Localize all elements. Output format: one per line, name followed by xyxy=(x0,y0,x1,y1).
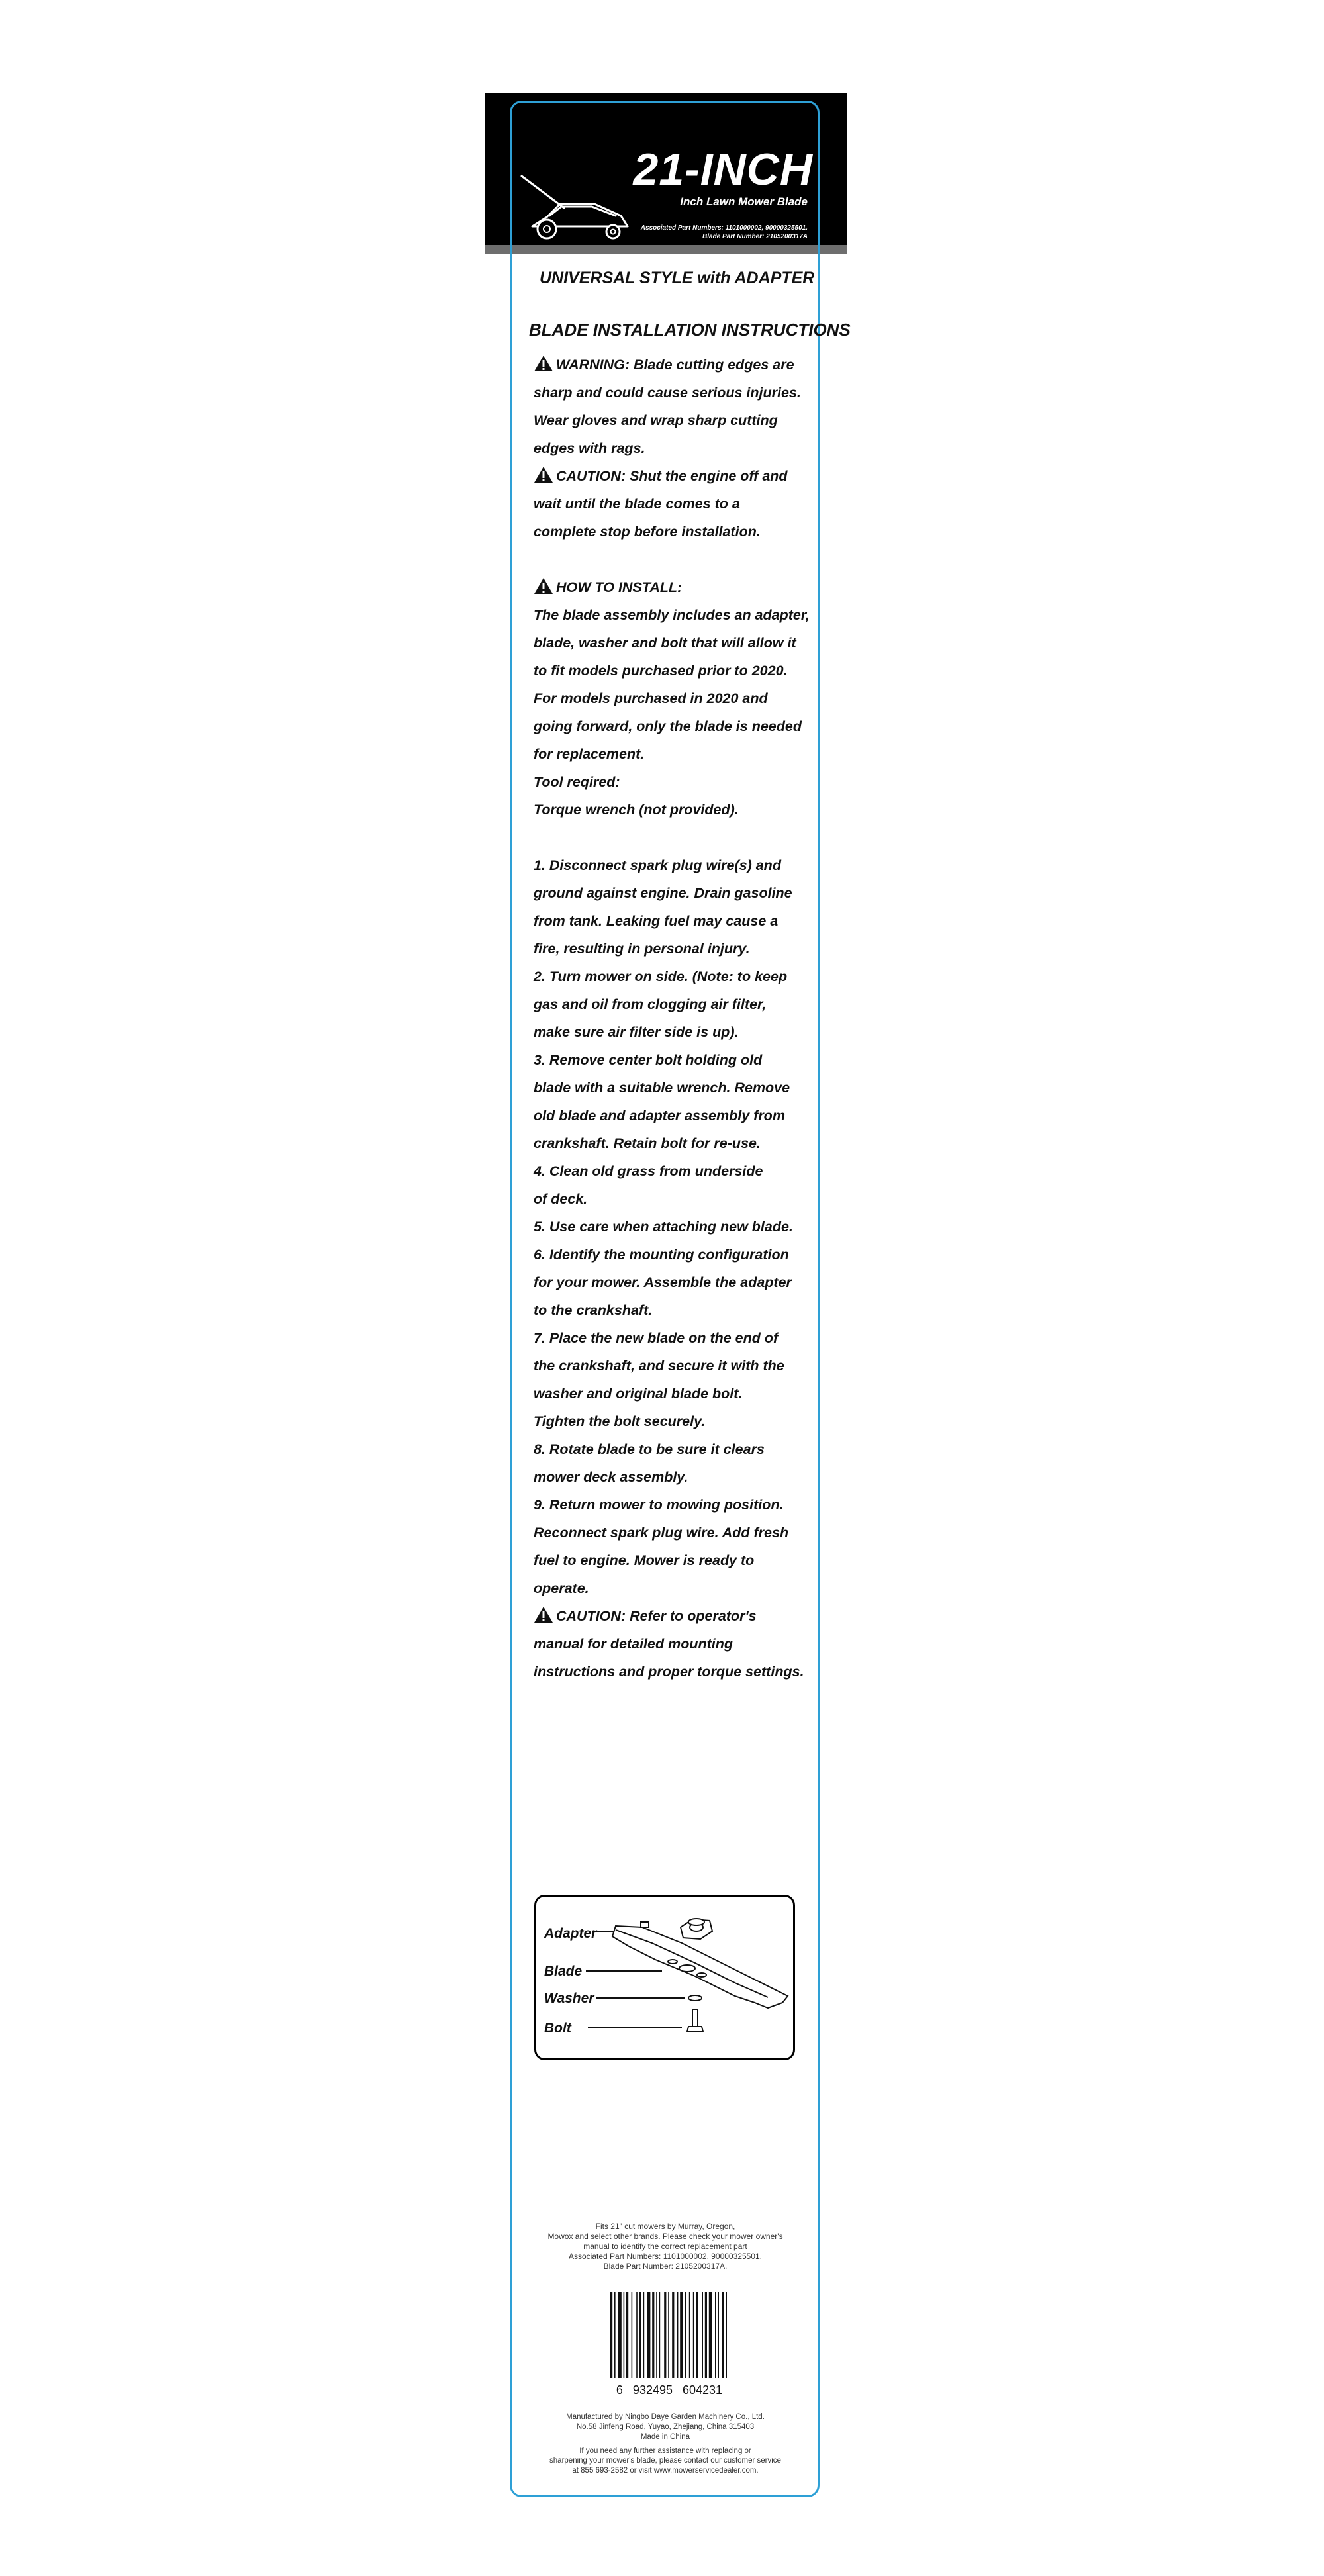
instruction-text: washer and original blade bolt. xyxy=(534,1386,743,1402)
instruction-line xyxy=(534,1658,812,1686)
instruction-text: 9. Return mower to mowing position. xyxy=(534,1497,784,1513)
instruction-line xyxy=(534,1018,812,1046)
instruction-text: wait until the blade comes to a xyxy=(534,496,740,512)
instruction-text: The blade assembly includes an adapter, xyxy=(534,607,810,623)
warning-triangle-icon xyxy=(534,466,556,483)
instruction-line xyxy=(534,629,812,657)
manufacturer-info xyxy=(536,2412,794,2476)
instruction-line xyxy=(534,1407,812,1435)
instruction-text: edges with rags. xyxy=(534,440,645,456)
instruction-line xyxy=(534,573,812,601)
instruction-line xyxy=(534,1241,812,1268)
instruction-line xyxy=(534,1547,812,1574)
instructions-heading: BLADE INSTALLATION INSTRUCTIONS xyxy=(529,320,851,340)
fits-line-3: manual to identify the correct replacement part xyxy=(583,2242,747,2251)
barcode-bar xyxy=(677,2292,679,2378)
instruction-line xyxy=(534,796,812,824)
instruction-label: CAUTION: xyxy=(556,1608,626,1624)
instruction-line xyxy=(534,490,812,518)
barcode-bar xyxy=(614,2292,616,2378)
instruction-text: from tank. Leaking fuel may cause a xyxy=(534,913,779,929)
instruction-line xyxy=(534,601,812,629)
instruction-text: Reconnect spark plug wire. Add fresh xyxy=(534,1525,789,1541)
barcode-bar xyxy=(705,2292,707,2378)
instruction-text: Wear gloves and wrap sharp cutting xyxy=(534,412,778,428)
instruction-line xyxy=(534,1324,812,1352)
instruction-line xyxy=(534,685,812,712)
diagram-label-washer: Washer xyxy=(544,1991,594,2006)
barcode-bar xyxy=(696,2292,698,2378)
barcode-bar xyxy=(656,2292,657,2378)
barcode-bar xyxy=(689,2292,690,2378)
instruction-line xyxy=(534,879,812,907)
fitment-notice xyxy=(543,2222,788,2271)
instruction-line xyxy=(534,851,812,879)
instruction-line xyxy=(534,1213,812,1241)
barcode-bar xyxy=(624,2292,625,2378)
mfg-line-4: If you need any further assistance with replacing or xyxy=(579,2447,751,2455)
instruction-line xyxy=(534,1463,812,1491)
instruction-text: Tool reqired: xyxy=(534,774,620,790)
instruction-line xyxy=(534,907,812,935)
barcode-bar xyxy=(680,2292,683,2378)
barcode-bar xyxy=(722,2292,724,2378)
instruction-line xyxy=(534,351,812,379)
mfg-line-1: Manufactured by Ningbo Daye Garden Machinery Co., Ltd. xyxy=(566,2413,765,2421)
blade-assembly-diagram xyxy=(534,1895,795,2060)
instruction-text: make sure air filter side is up). xyxy=(534,1024,739,1040)
instruction-text: mower deck assembly. xyxy=(534,1469,688,1485)
header-blade-part: Blade Part Number: 2105200317A xyxy=(702,233,808,240)
barcode-bar xyxy=(632,2292,633,2378)
warning-triangle-icon xyxy=(534,1606,556,1623)
instruction-text: fuel to engine. Mower is ready to xyxy=(534,1552,755,1568)
instruction-text: for your mower. Assemble the adapter xyxy=(534,1274,792,1290)
instruction-text: for replacement. xyxy=(534,746,645,762)
instruction-line xyxy=(534,824,812,851)
diagram-label-bolt: Bolt xyxy=(544,2021,571,2036)
instruction-line xyxy=(534,1602,812,1630)
instruction-text: ground against engine. Drain gasoline xyxy=(534,885,792,901)
instruction-line xyxy=(534,546,812,573)
instruction-label: CAUTION: xyxy=(556,468,626,484)
instruction-text: operate. xyxy=(534,1580,589,1596)
instruction-line xyxy=(534,518,812,546)
barcode-bar xyxy=(672,2292,674,2378)
instruction-line xyxy=(534,379,812,406)
instruction-line xyxy=(534,657,812,685)
instruction-line xyxy=(534,1352,812,1380)
instruction-label: WARNING: xyxy=(556,357,630,373)
mfg-line-6: at 855 693-2582 or visit www.mowerservicedealer.com. xyxy=(572,2467,759,2475)
instruction-text: For models purchased in 2020 and xyxy=(534,691,768,706)
instruction-text: 4. Clean old grass from underside xyxy=(534,1163,763,1179)
barcode-bar xyxy=(610,2292,612,2378)
instruction-line xyxy=(534,990,812,1018)
instructions-body xyxy=(534,351,812,1686)
instruction-text: 3. Remove center bolt holding old xyxy=(534,1052,763,1068)
barcode-bar xyxy=(636,2292,638,2378)
instruction-line xyxy=(534,712,812,740)
instruction-line xyxy=(534,1129,812,1157)
instruction-text: 5. Use care when attaching new blade. xyxy=(534,1219,793,1235)
instruction-text: complete stop before installation. xyxy=(534,524,761,540)
product-title: 21-INCH xyxy=(633,144,813,195)
instruction-line xyxy=(534,1380,812,1407)
barcode-bar xyxy=(652,2292,654,2378)
barcode-bar xyxy=(664,2292,666,2378)
instruction-label: HOW TO INSTALL: xyxy=(556,579,683,595)
barcode-bar xyxy=(709,2292,712,2378)
warning-triangle-icon xyxy=(534,577,556,595)
diagram-label-adapter: Adapter xyxy=(544,1926,597,1941)
instruction-line xyxy=(534,1435,812,1463)
instruction-text: the crankshaft, and secure it with the xyxy=(534,1358,784,1374)
fits-line-2: Mowox and select other brands. Please check your mower owner's xyxy=(547,2232,783,2241)
barcode-bar xyxy=(702,2292,703,2378)
barcode-bar xyxy=(618,2292,622,2378)
instruction-line xyxy=(534,1074,812,1102)
instruction-line xyxy=(534,963,812,990)
instruction-line xyxy=(534,1268,812,1296)
instruction-text: old blade and adapter assembly from xyxy=(534,1108,785,1123)
barcode-bar xyxy=(718,2292,719,2378)
diagram-label-blade: Blade xyxy=(544,1964,583,1979)
instruction-line xyxy=(534,740,812,768)
instruction-text: sharp and could cause serious injuries. xyxy=(534,385,801,401)
barcode-bar xyxy=(659,2292,661,2378)
instruction-line xyxy=(534,1046,812,1074)
instruction-text: Shut the engine off and xyxy=(626,468,788,484)
instruction-line xyxy=(534,935,812,963)
barcode-digits: 6 932495 604231 xyxy=(616,2383,723,2397)
instruction-text: Refer to operator's xyxy=(626,1608,757,1624)
instruction-text: Tighten the bolt securely. xyxy=(534,1413,706,1429)
instruction-line xyxy=(534,1157,812,1185)
instruction-text: manual for detailed mounting xyxy=(534,1636,733,1652)
barcode-bar xyxy=(643,2292,645,2378)
barcode-bar xyxy=(693,2292,694,2378)
instruction-line xyxy=(534,1519,812,1547)
mfg-line-2: No.58 Jinfeng Road, Yuyao, Zhejiang, China 315403 xyxy=(576,2423,755,2431)
instruction-text: 7. Place the new blade on the end of xyxy=(534,1330,779,1346)
product-subtitle: Inch Lawn Mower Blade xyxy=(680,195,808,208)
instruction-line xyxy=(534,1185,812,1213)
instruction-text: gas and oil from clogging air filter, xyxy=(534,996,767,1012)
mfg-line-5: sharpening your mower's blade, please contact our customer service xyxy=(549,2457,781,2465)
barcode-bar xyxy=(639,2292,641,2378)
barcode-bar xyxy=(647,2292,651,2378)
fits-line-5: Blade Part Number: 2105200317A. xyxy=(603,2262,728,2271)
style-heading: UNIVERSAL STYLE with ADAPTER xyxy=(540,269,815,287)
instruction-text: blade with a suitable wrench. Remove xyxy=(534,1080,790,1096)
barcode xyxy=(608,2292,731,2395)
barcode-bar xyxy=(685,2292,686,2378)
instruction-text: going forward, only the blade is needed xyxy=(534,718,802,734)
instruction-text: of deck. xyxy=(534,1191,588,1207)
instruction-line xyxy=(534,1296,812,1324)
warning-triangle-icon xyxy=(534,355,556,372)
lawn-mower-icon xyxy=(520,173,633,245)
barcode-bar xyxy=(715,2292,716,2378)
barcode-bar xyxy=(668,2292,669,2378)
header-part-numbers xyxy=(641,224,808,241)
fits-line-1: Fits 21" cut mowers by Murray, Oregon, xyxy=(595,2222,735,2231)
header-associated-parts: Associated Part Numbers: 1101000002, 90000325501. xyxy=(640,224,808,232)
instruction-line xyxy=(534,768,812,796)
instruction-text: 6. Identify the mounting configuration xyxy=(534,1247,789,1263)
instruction-text: Torque wrench (not provided). xyxy=(534,802,739,818)
instruction-text: 1. Disconnect spark plug wire(s) and xyxy=(534,857,781,873)
instruction-text: to fit models purchased prior to 2020. xyxy=(534,663,788,679)
instruction-text: blade, washer and bolt that will allow it xyxy=(534,635,796,651)
instruction-line xyxy=(534,434,812,462)
instruction-line xyxy=(534,462,812,490)
instruction-line xyxy=(534,1574,812,1602)
instruction-text: 2. Turn mower on side. (Note: to keep xyxy=(534,969,788,984)
instruction-line xyxy=(534,1630,812,1658)
instruction-text: to the crankshaft. xyxy=(534,1302,653,1318)
barcode-bar xyxy=(626,2292,628,2378)
instruction-line xyxy=(534,1491,812,1519)
instruction-line xyxy=(534,406,812,434)
fits-line-4: Associated Part Numbers: 1101000002, 90000325501. xyxy=(569,2252,762,2261)
instruction-text: fire, resulting in personal injury. xyxy=(534,941,750,957)
instruction-line xyxy=(534,1102,812,1129)
instruction-text: 8. Rotate blade to be sure it clears xyxy=(534,1441,765,1457)
instruction-text: Blade cutting edges are xyxy=(630,357,794,373)
mfg-line-3: Made in China xyxy=(640,2433,690,2441)
barcode-bars xyxy=(608,2292,731,2378)
instruction-text: instructions and proper torque settings. xyxy=(534,1664,804,1680)
barcode-bar xyxy=(726,2292,727,2378)
instruction-text: crankshaft. Retain bolt for re-use. xyxy=(534,1135,761,1151)
